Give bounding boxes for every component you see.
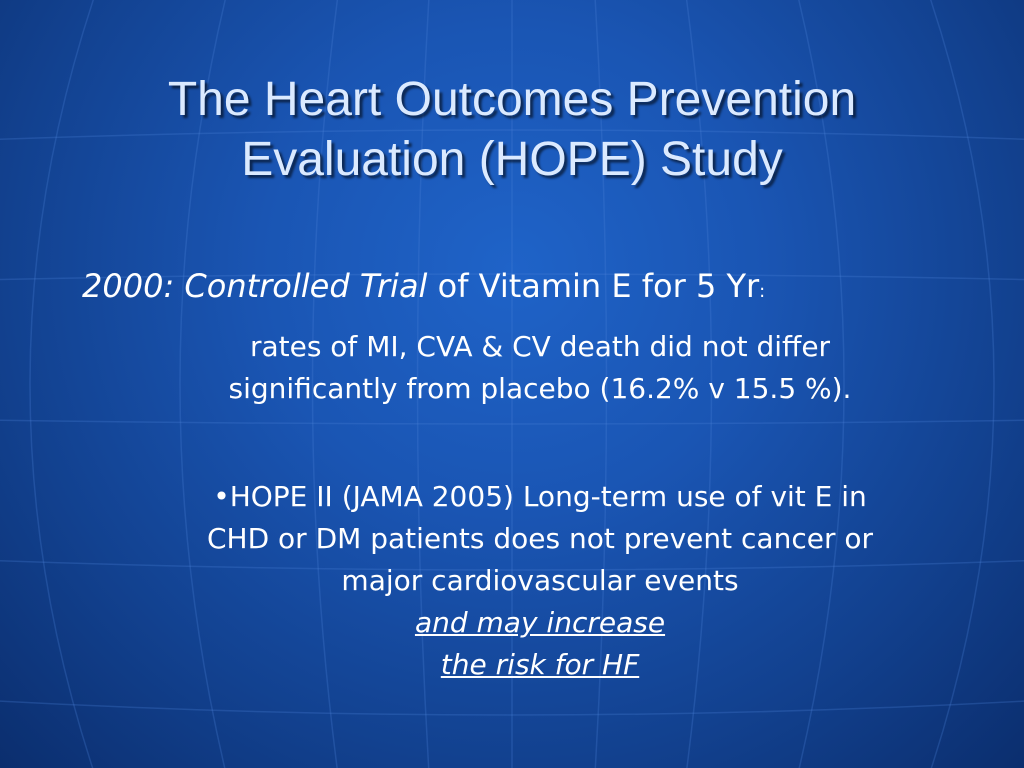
slide-title <box>40 70 984 190</box>
hope2-line-4-emphasis: the risk for HF <box>440 648 640 681</box>
title-line-2: Evaluation (HOPE) Study <box>241 133 783 186</box>
trial-heading <box>82 266 765 312</box>
trial-heading-colon: : <box>759 281 766 302</box>
trial-heading-italic: 2000: Controlled Trial <box>82 267 428 305</box>
hope2-line-4 <box>110 644 970 686</box>
title-line-1: The Heart Outcomes Prevention <box>167 73 857 126</box>
hope2-line-2: CHD or DM patients does not prevent cancer or <box>206 522 874 555</box>
trial-result <box>120 326 960 410</box>
hope2-line-1: •HOPE II (JAMA 2005) Long-term use of vit E in <box>213 480 867 513</box>
hope2-line-3 <box>110 560 970 644</box>
trial-heading-rest: of Vitamin E for 5 Yr <box>427 267 760 305</box>
hope2-line-3-plain: major cardiovascular events <box>341 564 739 597</box>
trial-result-line-1: rates of MI, CVA & CV death did not differ <box>249 330 831 363</box>
hope2-line-3-emphasis: and may increase <box>414 606 666 639</box>
trial-result-line-2: significantly from placebo (16.2% v 15.5 %). <box>228 372 852 405</box>
hope2-bullet <box>110 476 970 686</box>
